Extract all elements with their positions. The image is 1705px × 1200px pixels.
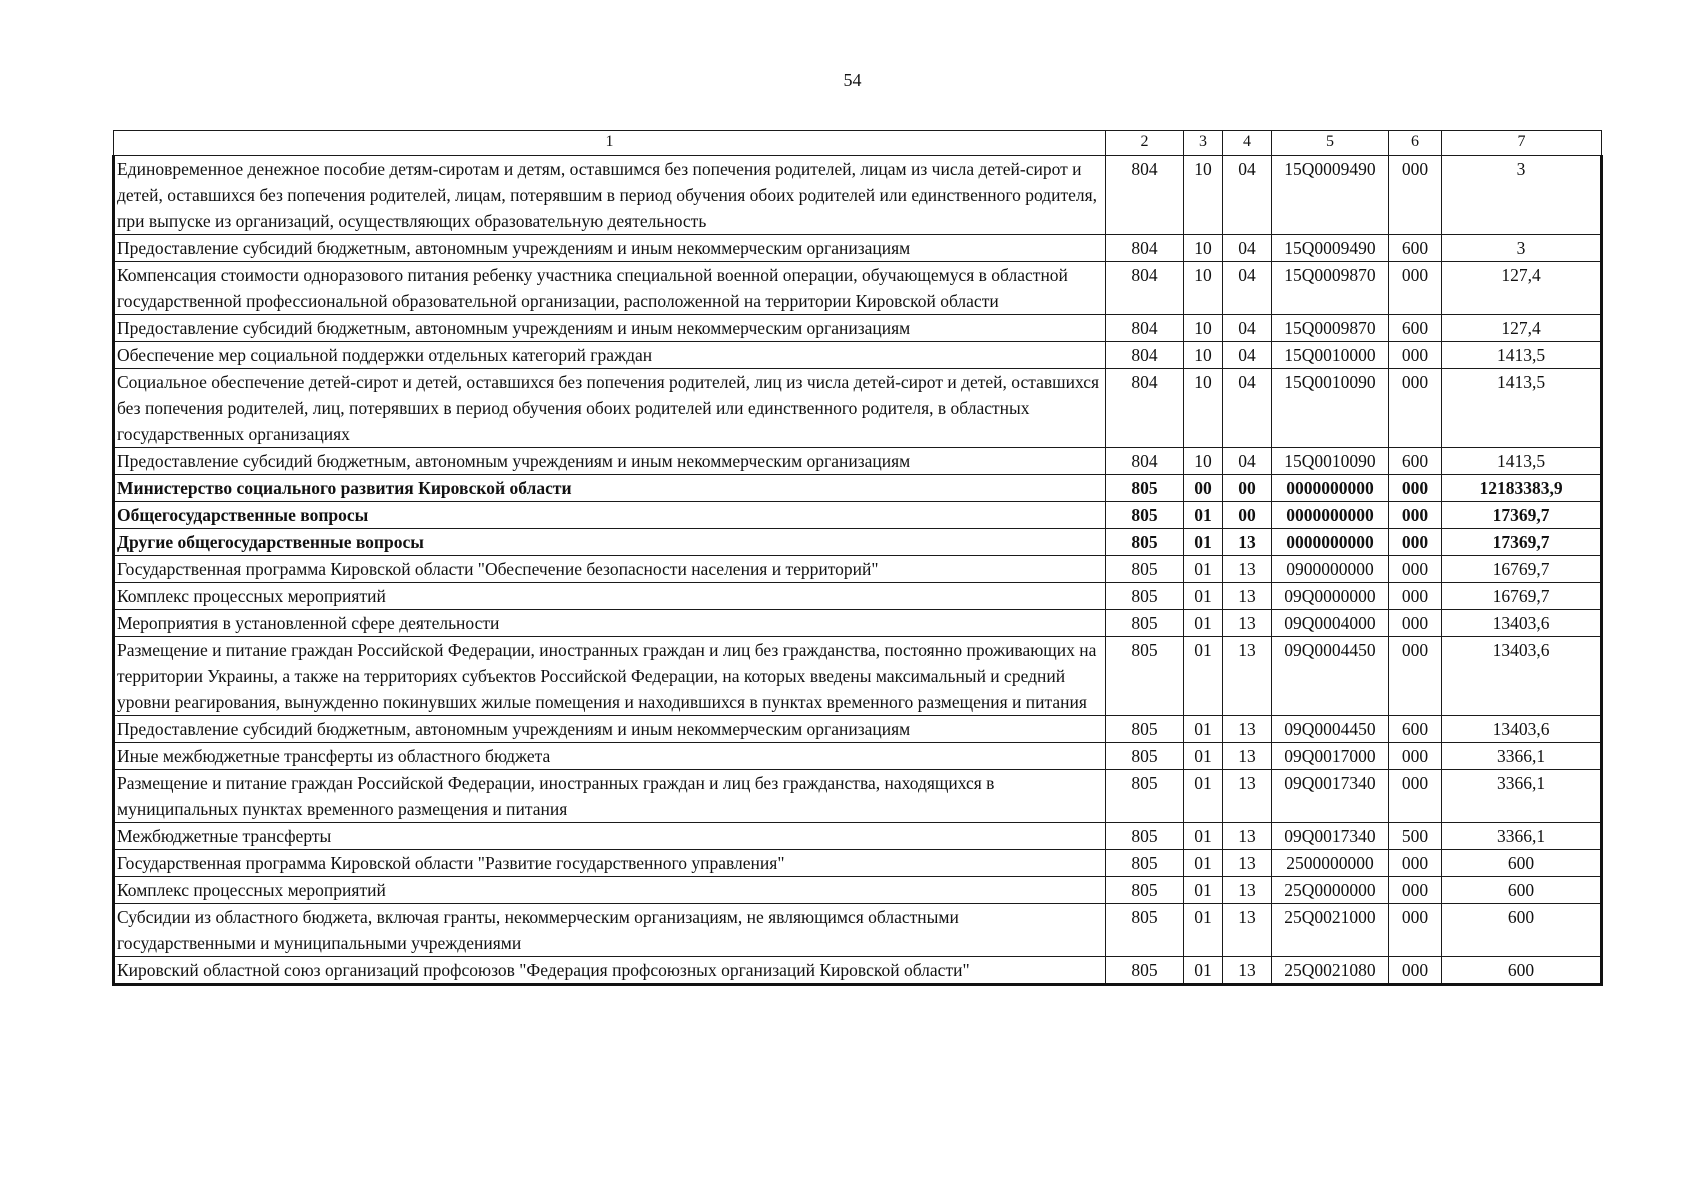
row-target-article-code: 15Q0009870 bbox=[1272, 262, 1389, 315]
page-number: 54 bbox=[843, 70, 862, 90]
table-row bbox=[114, 850, 1602, 877]
table-row bbox=[114, 529, 1602, 556]
row-section-code: 01 bbox=[1184, 823, 1223, 850]
table-row bbox=[114, 315, 1602, 342]
row-ministry-code: 805 bbox=[1106, 475, 1184, 502]
row-target-article-code: 0000000000 bbox=[1272, 502, 1389, 529]
table-row bbox=[114, 770, 1602, 823]
row-subsection-code: 04 bbox=[1223, 342, 1272, 369]
row-ministry-code: 805 bbox=[1106, 556, 1184, 583]
row-amount: 3366,1 bbox=[1442, 743, 1602, 770]
row-name: Социальное обеспечение детей-сирот и детей, оставшихся без попечения родителей, лиц из числа детей-сирот и детей, оставшихся без попечения родителей, лиц, потерявших в период обучения обоих родителей или единственного родителя, в областных государственных организациях bbox=[114, 369, 1106, 448]
table-row bbox=[114, 262, 1602, 315]
row-amount: 12183383,9 bbox=[1442, 475, 1602, 502]
row-subsection-code: 13 bbox=[1223, 743, 1272, 770]
row-ministry-code: 805 bbox=[1106, 904, 1184, 957]
row-ministry-code: 805 bbox=[1106, 877, 1184, 904]
row-amount: 600 bbox=[1442, 850, 1602, 877]
row-subsection-code: 13 bbox=[1223, 716, 1272, 743]
row-ministry-code: 805 bbox=[1106, 823, 1184, 850]
row-amount: 13403,6 bbox=[1442, 637, 1602, 716]
row-section-code: 10 bbox=[1184, 448, 1223, 475]
row-target-article-code: 09Q0017340 bbox=[1272, 770, 1389, 823]
row-amount: 16769,7 bbox=[1442, 556, 1602, 583]
row-ministry-code: 805 bbox=[1106, 850, 1184, 877]
row-expense-type-code: 000 bbox=[1389, 957, 1442, 985]
row-subsection-code: 13 bbox=[1223, 850, 1272, 877]
table-row bbox=[114, 369, 1602, 448]
row-expense-type-code: 000 bbox=[1389, 637, 1442, 716]
row-ministry-code: 805 bbox=[1106, 637, 1184, 716]
header-col-3: 3 bbox=[1184, 131, 1223, 156]
row-amount: 17369,7 bbox=[1442, 529, 1602, 556]
row-expense-type-code: 000 bbox=[1389, 475, 1442, 502]
row-expense-type-code: 000 bbox=[1389, 770, 1442, 823]
row-ministry-code: 805 bbox=[1106, 502, 1184, 529]
row-expense-type-code: 000 bbox=[1389, 156, 1442, 235]
row-expense-type-code: 000 bbox=[1389, 502, 1442, 529]
row-target-article-code: 09Q0004450 bbox=[1272, 637, 1389, 716]
row-target-article-code: 09Q0017000 bbox=[1272, 743, 1389, 770]
row-name: Государственная программа Кировской области "Обеспечение безопасности населения и территорий" bbox=[114, 556, 1106, 583]
row-amount: 16769,7 bbox=[1442, 583, 1602, 610]
row-ministry-code: 805 bbox=[1106, 529, 1184, 556]
row-name: Межбюджетные трансферты bbox=[114, 823, 1106, 850]
row-name: Общегосударственные вопросы bbox=[114, 502, 1106, 529]
header-col-5: 5 bbox=[1272, 131, 1389, 156]
row-section-code: 01 bbox=[1184, 637, 1223, 716]
row-subsection-code: 13 bbox=[1223, 877, 1272, 904]
row-expense-type-code: 000 bbox=[1389, 262, 1442, 315]
row-expense-type-code: 000 bbox=[1389, 610, 1442, 637]
row-subsection-code: 04 bbox=[1223, 369, 1272, 448]
row-name: Комплекс процессных мероприятий bbox=[114, 583, 1106, 610]
row-section-code: 10 bbox=[1184, 369, 1223, 448]
row-name: Кировский областной союз организаций профсоюзов "Федерация профсоюзных организаций Кировской области" bbox=[114, 957, 1106, 985]
row-target-article-code: 15Q0010090 bbox=[1272, 448, 1389, 475]
row-amount: 3366,1 bbox=[1442, 770, 1602, 823]
row-target-article-code: 09Q0017340 bbox=[1272, 823, 1389, 850]
row-name: Субсидии из областного бюджета, включая гранты, некоммерческим организациям, не являющимся областными государственными и муниципальными учреждениями bbox=[114, 904, 1106, 957]
row-name: Обеспечение мер социальной поддержки отдельных категорий граждан bbox=[114, 342, 1106, 369]
table-body bbox=[114, 156, 1602, 985]
row-subsection-code: 13 bbox=[1223, 583, 1272, 610]
row-name: Комплекс процессных мероприятий bbox=[114, 877, 1106, 904]
row-name: Иные межбюджетные трансферты из областного бюджета bbox=[114, 743, 1106, 770]
row-section-code: 10 bbox=[1184, 262, 1223, 315]
row-subsection-code: 13 bbox=[1223, 610, 1272, 637]
row-subsection-code: 13 bbox=[1223, 529, 1272, 556]
row-expense-type-code: 000 bbox=[1389, 583, 1442, 610]
row-amount: 600 bbox=[1442, 877, 1602, 904]
table-row bbox=[114, 743, 1602, 770]
row-name: Предоставление субсидий бюджетным, автономным учреждениям и иным некоммерческим организациям bbox=[114, 235, 1106, 262]
row-subsection-code: 13 bbox=[1223, 957, 1272, 985]
budget-table bbox=[112, 130, 1603, 986]
row-section-code: 01 bbox=[1184, 957, 1223, 985]
row-ministry-code: 805 bbox=[1106, 743, 1184, 770]
table-row bbox=[114, 637, 1602, 716]
row-amount: 1413,5 bbox=[1442, 448, 1602, 475]
table-row bbox=[114, 156, 1602, 235]
row-expense-type-code: 000 bbox=[1389, 904, 1442, 957]
row-name: Мероприятия в установленной сфере деятельности bbox=[114, 610, 1106, 637]
row-subsection-code: 13 bbox=[1223, 904, 1272, 957]
row-expense-type-code: 600 bbox=[1389, 235, 1442, 262]
header-col-1: 1 bbox=[114, 131, 1106, 156]
row-section-code: 01 bbox=[1184, 877, 1223, 904]
row-name: Компенсация стоимости одноразового питания ребенку участника специальной военной операции, обучающемуся в областной государственной профессиональной образовательной организации, расположенной на территории Кировской области bbox=[114, 262, 1106, 315]
row-section-code: 00 bbox=[1184, 475, 1223, 502]
table-row bbox=[114, 957, 1602, 985]
row-name: Государственная программа Кировской области "Развитие государственного управления" bbox=[114, 850, 1106, 877]
row-expense-type-code: 600 bbox=[1389, 315, 1442, 342]
row-amount: 13403,6 bbox=[1442, 716, 1602, 743]
row-ministry-code: 804 bbox=[1106, 262, 1184, 315]
row-expense-type-code: 000 bbox=[1389, 850, 1442, 877]
row-expense-type-code: 000 bbox=[1389, 743, 1442, 770]
row-target-article-code: 15Q0010090 bbox=[1272, 369, 1389, 448]
row-amount: 17369,7 bbox=[1442, 502, 1602, 529]
row-target-article-code: 0900000000 bbox=[1272, 556, 1389, 583]
row-ministry-code: 804 bbox=[1106, 448, 1184, 475]
row-target-article-code: 0000000000 bbox=[1272, 475, 1389, 502]
row-amount: 3 bbox=[1442, 235, 1602, 262]
header-col-4: 4 bbox=[1223, 131, 1272, 156]
row-amount: 3 bbox=[1442, 156, 1602, 235]
row-ministry-code: 805 bbox=[1106, 716, 1184, 743]
header-col-7: 7 bbox=[1442, 131, 1602, 156]
row-section-code: 01 bbox=[1184, 743, 1223, 770]
row-amount: 13403,6 bbox=[1442, 610, 1602, 637]
row-target-article-code: 09Q0004000 bbox=[1272, 610, 1389, 637]
table-row bbox=[114, 556, 1602, 583]
row-section-code: 10 bbox=[1184, 156, 1223, 235]
row-name: Размещение и питание граждан Российской Федерации, иностранных граждан и лиц без гражданства, постоянно проживающих на территории Украины, а также на территориях субъектов Российской Федерации, на которых введены максимальный и средний уровни реагирования, вынужденно покинувших жилые помещения и находившихся в пунктах временного размещения и питания bbox=[114, 637, 1106, 716]
row-ministry-code: 805 bbox=[1106, 583, 1184, 610]
row-name: Министерство социального развития Кировской области bbox=[114, 475, 1106, 502]
row-target-article-code: 25Q0000000 bbox=[1272, 877, 1389, 904]
table-row bbox=[114, 823, 1602, 850]
row-target-article-code: 25Q0021000 bbox=[1272, 904, 1389, 957]
row-subsection-code: 13 bbox=[1223, 770, 1272, 823]
table-row bbox=[114, 904, 1602, 957]
row-name: Предоставление субсидий бюджетным, автономным учреждениям и иным некоммерческим организациям bbox=[114, 448, 1106, 475]
row-section-code: 01 bbox=[1184, 850, 1223, 877]
row-section-code: 01 bbox=[1184, 583, 1223, 610]
row-ministry-code: 805 bbox=[1106, 610, 1184, 637]
header-col-2: 2 bbox=[1106, 131, 1184, 156]
table-row bbox=[114, 475, 1602, 502]
row-expense-type-code: 500 bbox=[1389, 823, 1442, 850]
row-subsection-code: 04 bbox=[1223, 448, 1272, 475]
row-section-code: 10 bbox=[1184, 235, 1223, 262]
row-target-article-code: 09Q0000000 bbox=[1272, 583, 1389, 610]
row-ministry-code: 804 bbox=[1106, 315, 1184, 342]
row-name: Предоставление субсидий бюджетным, автономным учреждениям и иным некоммерческим организациям bbox=[114, 315, 1106, 342]
row-subsection-code: 13 bbox=[1223, 823, 1272, 850]
row-name: Единовременное денежное пособие детям-сиротам и детям, оставшимся без попечения родителей, лицам из числа детей-сирот и детей, оставшихся без попечения родителей, лицам, потерявшим в период обучения обоих родителей или единственного родителя, при выпуске из организаций, осуществляющих образовательную деятельность bbox=[114, 156, 1106, 235]
row-section-code: 01 bbox=[1184, 502, 1223, 529]
row-amount: 600 bbox=[1442, 957, 1602, 985]
table-header bbox=[114, 131, 1602, 156]
row-expense-type-code: 600 bbox=[1389, 716, 1442, 743]
row-expense-type-code: 000 bbox=[1389, 342, 1442, 369]
row-target-article-code: 25Q0021080 bbox=[1272, 957, 1389, 985]
row-target-article-code: 15Q0010000 bbox=[1272, 342, 1389, 369]
row-subsection-code: 13 bbox=[1223, 556, 1272, 583]
row-expense-type-code: 600 bbox=[1389, 448, 1442, 475]
row-subsection-code: 04 bbox=[1223, 156, 1272, 235]
row-expense-type-code: 000 bbox=[1389, 529, 1442, 556]
row-section-code: 01 bbox=[1184, 529, 1223, 556]
row-name: Размещение и питание граждан Российской Федерации, иностранных граждан и лиц без гражданства, находящихся в муниципальных пунктах временного размещения и питания bbox=[114, 770, 1106, 823]
row-amount: 127,4 bbox=[1442, 315, 1602, 342]
row-section-code: 01 bbox=[1184, 716, 1223, 743]
row-target-article-code: 09Q0004450 bbox=[1272, 716, 1389, 743]
row-amount: 1413,5 bbox=[1442, 369, 1602, 448]
row-target-article-code: 15Q0009490 bbox=[1272, 235, 1389, 262]
row-subsection-code: 04 bbox=[1223, 315, 1272, 342]
row-expense-type-code: 000 bbox=[1389, 877, 1442, 904]
table-row bbox=[114, 448, 1602, 475]
row-amount: 3366,1 bbox=[1442, 823, 1602, 850]
row-amount: 127,4 bbox=[1442, 262, 1602, 315]
header-col-6: 6 bbox=[1389, 131, 1442, 156]
row-section-code: 10 bbox=[1184, 315, 1223, 342]
row-target-article-code: 15Q0009490 bbox=[1272, 156, 1389, 235]
table-row bbox=[114, 235, 1602, 262]
table-row bbox=[114, 583, 1602, 610]
row-section-code: 01 bbox=[1184, 904, 1223, 957]
row-target-article-code: 15Q0009870 bbox=[1272, 315, 1389, 342]
table-row bbox=[114, 877, 1602, 904]
row-ministry-code: 804 bbox=[1106, 156, 1184, 235]
row-section-code: 01 bbox=[1184, 770, 1223, 823]
row-target-article-code: 2500000000 bbox=[1272, 850, 1389, 877]
row-ministry-code: 804 bbox=[1106, 342, 1184, 369]
row-subsection-code: 04 bbox=[1223, 262, 1272, 315]
table-row bbox=[114, 610, 1602, 637]
row-name: Другие общегосударственные вопросы bbox=[114, 529, 1106, 556]
row-subsection-code: 04 bbox=[1223, 235, 1272, 262]
table-row bbox=[114, 502, 1602, 529]
row-ministry-code: 804 bbox=[1106, 369, 1184, 448]
row-amount: 600 bbox=[1442, 904, 1602, 957]
row-ministry-code: 805 bbox=[1106, 957, 1184, 985]
row-subsection-code: 00 bbox=[1223, 475, 1272, 502]
row-amount: 1413,5 bbox=[1442, 342, 1602, 369]
row-subsection-code: 00 bbox=[1223, 502, 1272, 529]
row-target-article-code: 0000000000 bbox=[1272, 529, 1389, 556]
row-section-code: 01 bbox=[1184, 556, 1223, 583]
row-ministry-code: 804 bbox=[1106, 235, 1184, 262]
row-expense-type-code: 000 bbox=[1389, 556, 1442, 583]
row-subsection-code: 13 bbox=[1223, 637, 1272, 716]
row-ministry-code: 805 bbox=[1106, 770, 1184, 823]
row-expense-type-code: 000 bbox=[1389, 369, 1442, 448]
row-section-code: 10 bbox=[1184, 342, 1223, 369]
row-section-code: 01 bbox=[1184, 610, 1223, 637]
row-name: Предоставление субсидий бюджетным, автономным учреждениям и иным некоммерческим организациям bbox=[114, 716, 1106, 743]
header-row bbox=[114, 131, 1602, 156]
table-row bbox=[114, 716, 1602, 743]
table-row bbox=[114, 342, 1602, 369]
